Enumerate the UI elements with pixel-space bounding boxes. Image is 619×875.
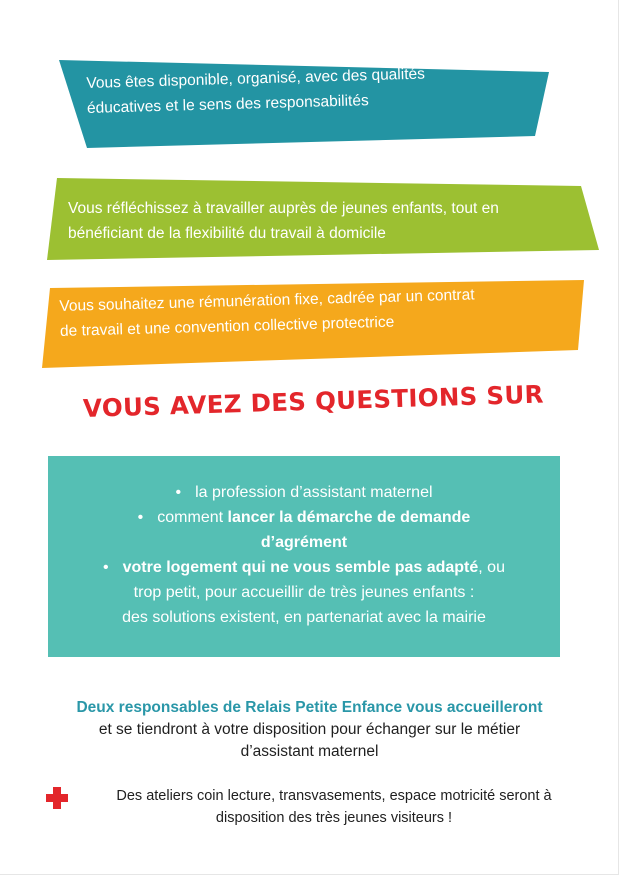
- banner-availability-text: [86, 62, 426, 121]
- banner-flexibility-text: [68, 196, 499, 246]
- question-item-logement-rest-3: des solutions existent, en partenariat avec la mairie: [122, 609, 486, 626]
- info-line-3: d’assistant maternel: [240, 743, 379, 760]
- question-item-logement: [48, 555, 560, 580]
- banner-remuneration-line-2: de travail et une convention collective protectrice: [59, 313, 395, 340]
- banner-availability: [57, 58, 557, 150]
- question-item-logement-cont-1: [48, 580, 560, 605]
- question-item-logement-rest-1: , ou: [478, 559, 505, 576]
- bullet-icon: •: [175, 484, 182, 501]
- info-bold-line: Deux responsables de Relais Petite Enfance vous accueilleront: [76, 699, 543, 716]
- banner-remuneration-line-1: Vous souhaitez une rémunération fixe, cadrée par un contrat: [59, 286, 475, 315]
- info-line-2: et se tiendront à votre disposition pour échanger sur le métier: [98, 721, 521, 738]
- question-item-profession-text: la profession d’assistant maternel: [195, 484, 433, 501]
- question-item-agrement-prefix: comment: [157, 509, 228, 526]
- question-item-agrement-bold-1: lancer la démarche de demande: [227, 509, 471, 526]
- question-item-logement-bold: votre logement qui ne vous semble pas adapté: [122, 559, 479, 576]
- question-item-profession: [48, 480, 560, 505]
- questions-box: [48, 456, 560, 657]
- note-line-2: disposition des très jeunes visiteurs !: [215, 810, 453, 826]
- question-item-logement-cont-2: [48, 605, 560, 630]
- banner-availability-line-2: éducatives et le sens des responsabilités: [86, 92, 369, 117]
- question-item-agrement-bold-2: d’agrément: [260, 534, 348, 551]
- bullet-icon: •: [103, 559, 109, 576]
- banner-flexibility: [45, 178, 601, 262]
- question-item-agrement: [48, 505, 560, 530]
- red-cross-icon: [46, 787, 68, 809]
- banner-flexibility-line-2: bénéficiant de la flexibilité du travail à domicile: [68, 225, 386, 242]
- banner-flexibility-line-1: Vous réfléchissez à travailler auprès de jeunes enfants, tout en: [68, 200, 499, 217]
- question-item-agrement-cont: [48, 530, 560, 555]
- bullet-icon: •: [137, 509, 144, 526]
- banner-remuneration: [42, 280, 586, 370]
- note-line-1: Des ateliers coin lecture, transvasements, espace motricité seront à: [116, 788, 552, 804]
- banner-availability-line-1: Vous êtes disponible, organisé, avec des qualités: [86, 65, 426, 92]
- question-item-logement-rest-2: trop petit, pour accueillir de très jeunes enfants :: [133, 584, 475, 601]
- questions-heading: VOUS AVEZ DES QUESTIONS SUR: [82, 379, 545, 423]
